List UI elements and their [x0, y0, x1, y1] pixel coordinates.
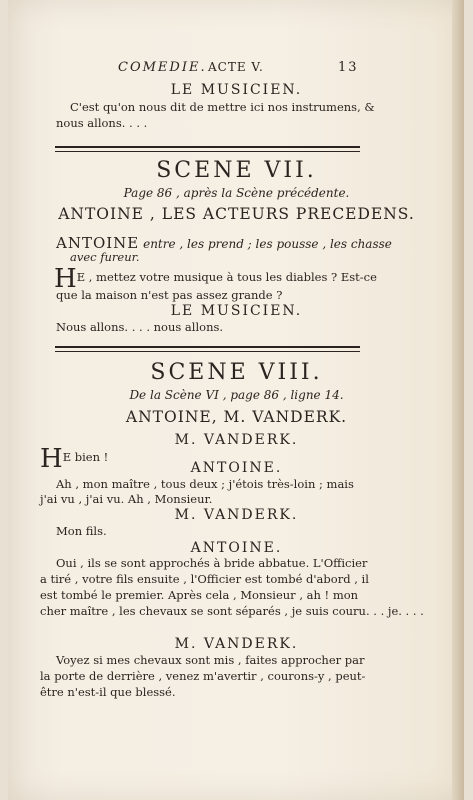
scene-persons: ANTOINE, M. VANDERK.	[125, 408, 348, 426]
speech-line: être n'est-il que blessé.	[40, 685, 176, 699]
speaker-label: M. VANDERK.	[174, 432, 299, 448]
drop-capital: H	[54, 264, 77, 294]
speech-line: nous allons. . . .	[56, 116, 148, 130]
speech-line: est tombé le premier. Après cela , Monsieur , ah ! mon	[40, 588, 359, 602]
scene-title: SCENE VIII.	[150, 360, 323, 385]
speech-line: la porte de derrière , venez m'avertir , courons-y , peut-	[40, 669, 366, 683]
speaker-label: LE MUSICIEN.	[170, 303, 303, 319]
speech-line: C'est qu'on nous dit de mettre ici nos instrumens, &	[70, 100, 375, 114]
section-divider	[55, 346, 360, 352]
scene-subtitle: De la Scène VI , page 86 , ligne 14.	[129, 388, 344, 402]
speech-line: Oui , ils se sont approchés à bride abbatue. L'Officier	[56, 556, 368, 570]
drop-capital: H	[40, 444, 63, 474]
scene-subtitle: Page 86 , après la Scène précédente.	[123, 186, 350, 200]
speaker-label: ANTOINE.	[190, 540, 283, 556]
speech-line: Ah , mon maître , tous deux ; j'étois très-loin ; mais	[56, 477, 354, 491]
stage-direction: entre , les prend ; les pousse , les chasse	[143, 237, 392, 251]
speech-line: a tiré , votre fils ensuite , l'Officier est tombé d'abord , il	[40, 572, 369, 586]
stage-direction: avec fureur.	[70, 250, 140, 264]
speech-text: E , mettez votre musique à tous les diables ? Est-ce	[76, 270, 377, 284]
scene-persons: ANTOINE , LES ACTEURS PRECEDENS.	[58, 205, 415, 223]
page-number: 13	[338, 60, 359, 75]
speaker-label: ANTOINE	[56, 234, 140, 252]
speech-line: Mon fils.	[56, 524, 107, 538]
header-act: ACTE V.	[208, 60, 264, 74]
speaker-label: M. VANDERK.	[174, 636, 299, 652]
speech-line: cher maître , les chevaux se sont séparés , je suis couru. . . je. . . .	[40, 604, 424, 618]
speech-line: Voyez si mes chevaux sont mis , faites approcher par	[56, 653, 365, 667]
speech-text: E bien !	[62, 450, 109, 464]
scene-title: SCENE VII.	[156, 158, 317, 183]
speaker-label: ANTOINE.	[190, 460, 283, 476]
speaker-label: LE MUSICIEN.	[170, 82, 303, 98]
speech-line: Nous allons. . . . nous allons.	[56, 320, 224, 334]
speech-line: que la maison n'est pas assez grande ?	[56, 288, 283, 302]
speech-line: j'ai vu , j'ai vu. Ah , Monsieur.	[40, 492, 213, 506]
speaker-label: M. VANDERK.	[174, 507, 299, 523]
header-title: COMEDIE.	[118, 60, 207, 75]
section-divider	[55, 146, 360, 152]
